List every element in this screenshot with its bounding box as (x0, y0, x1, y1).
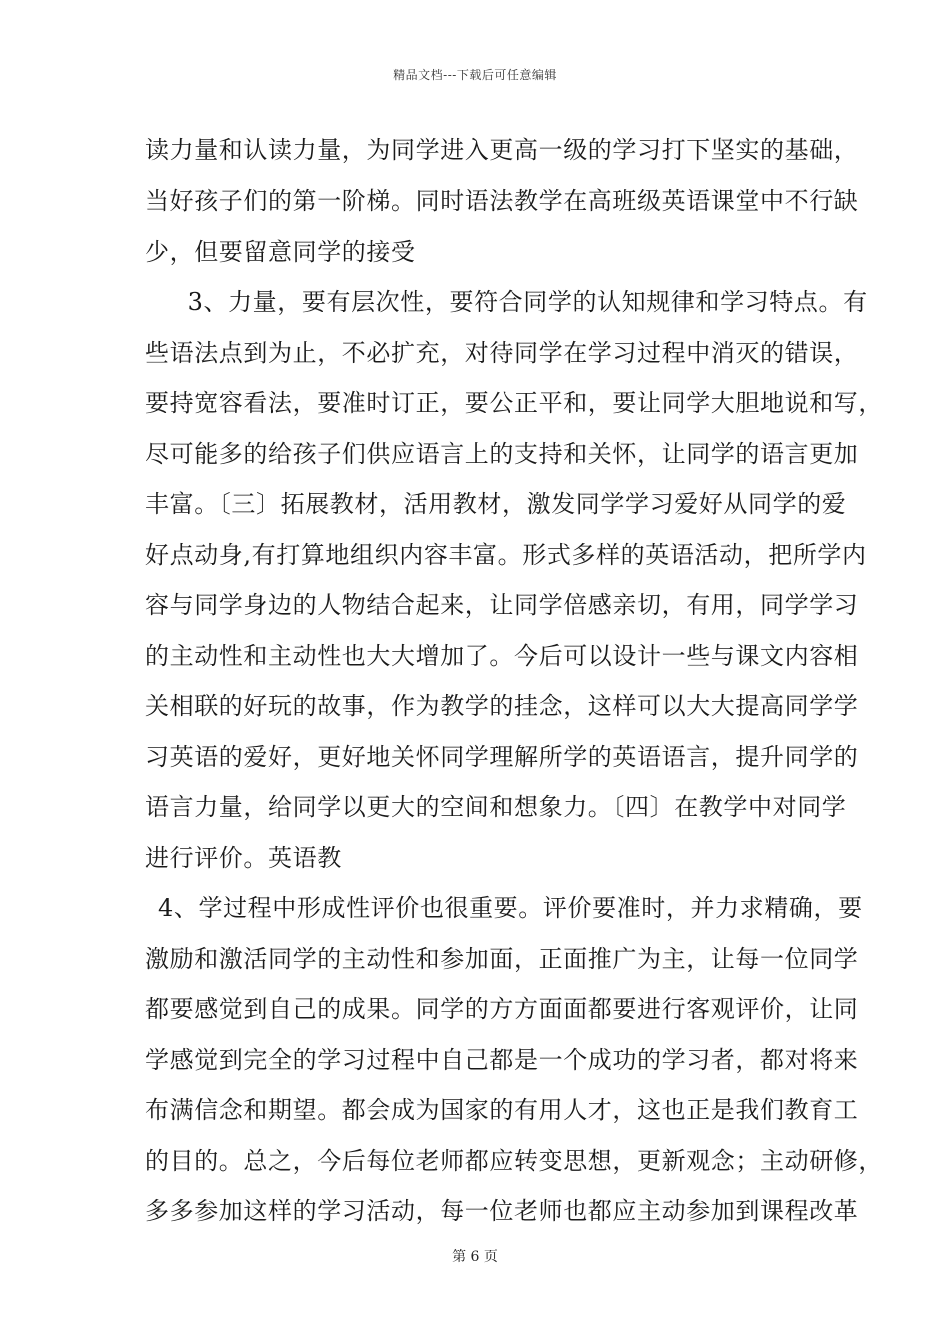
body-line: 丰富。〔三〕拓展教材，活用教材，激发同学学习爱好从同学的爱 (145, 490, 847, 518)
body-line: 的目的。总之，今后每位老师都应转变思想，更新观念；主动研修， (145, 1147, 883, 1175)
body-line: 些语法点到为止，不必扩充，对待同学在学习过程中消灭的错误， (145, 339, 859, 367)
body-line: 少，但要留意同学的接受 (145, 238, 416, 266)
body-line: 的主动性和主动性也大大增加了。今后可以设计一些与课文内容相 (145, 642, 859, 670)
body-line: 多多参加这样的学习活动，每一位老师也都应主动参加到课程改革 (145, 1197, 859, 1225)
page-header: 精品文档---下载后可任意编辑 (393, 68, 557, 82)
body-line: 容与同学身边的人物结合起来，让同学倍感亲切，有用，同学学习 (145, 591, 859, 619)
body-line: 语言力量，给同学以更大的空间和想象力。〔四〕在教学中对同学 (145, 793, 847, 821)
body-line: 要持宽容看法，要准时订正，要公正平和，要让同学大胆地说和写， (145, 389, 883, 417)
body-line: 进行评价。英语教 (145, 844, 342, 872)
body-line: 都要感觉到自己的成果。同学的方方面面都要进行客观评价，让同 (145, 995, 859, 1023)
body-line: 学感觉到完全的学习过程中自己都是一个成功的学习者，都对将来 (145, 1046, 859, 1074)
body-line: 3、力量，要有层次性，要符合同学的认知规律和学习特点。有 (163, 288, 868, 316)
body-line: 好点动身,有打算地组织内容丰富。形式多样的英语活动，把所学内 (145, 541, 867, 569)
body-line: 习英语的爱好，更好地关怀同学理解所学的英语语言，提升同学的 (145, 743, 859, 771)
body-line: 读力量和认读力量，为同学进入更高一级的学习打下坚实的基础， (145, 136, 859, 164)
body-line: 4、学过程中形成性评价也很重要。评价要准时，并力求精确，要 (158, 894, 863, 922)
page-number: 第 6 页 (452, 1249, 498, 1265)
body-line: 尽可能多的给孩子们供应语言上的支持和关怀，让同学的语言更加 (145, 440, 859, 468)
body-line: 关相联的好玩的故事，作为教学的挂念，这样可以大大提高同学学 (145, 692, 859, 720)
body-line: 激励和激活同学的主动性和参加面，正面推广为主，让每一位同学 (145, 945, 859, 973)
body-line: 当好孩子们的第一阶梯。同时语法教学在高班级英语课堂中不行缺 (145, 187, 859, 215)
body-line: 布满信念和期望。都会成为国家的有用人才，这也正是我们教育工 (145, 1096, 859, 1124)
